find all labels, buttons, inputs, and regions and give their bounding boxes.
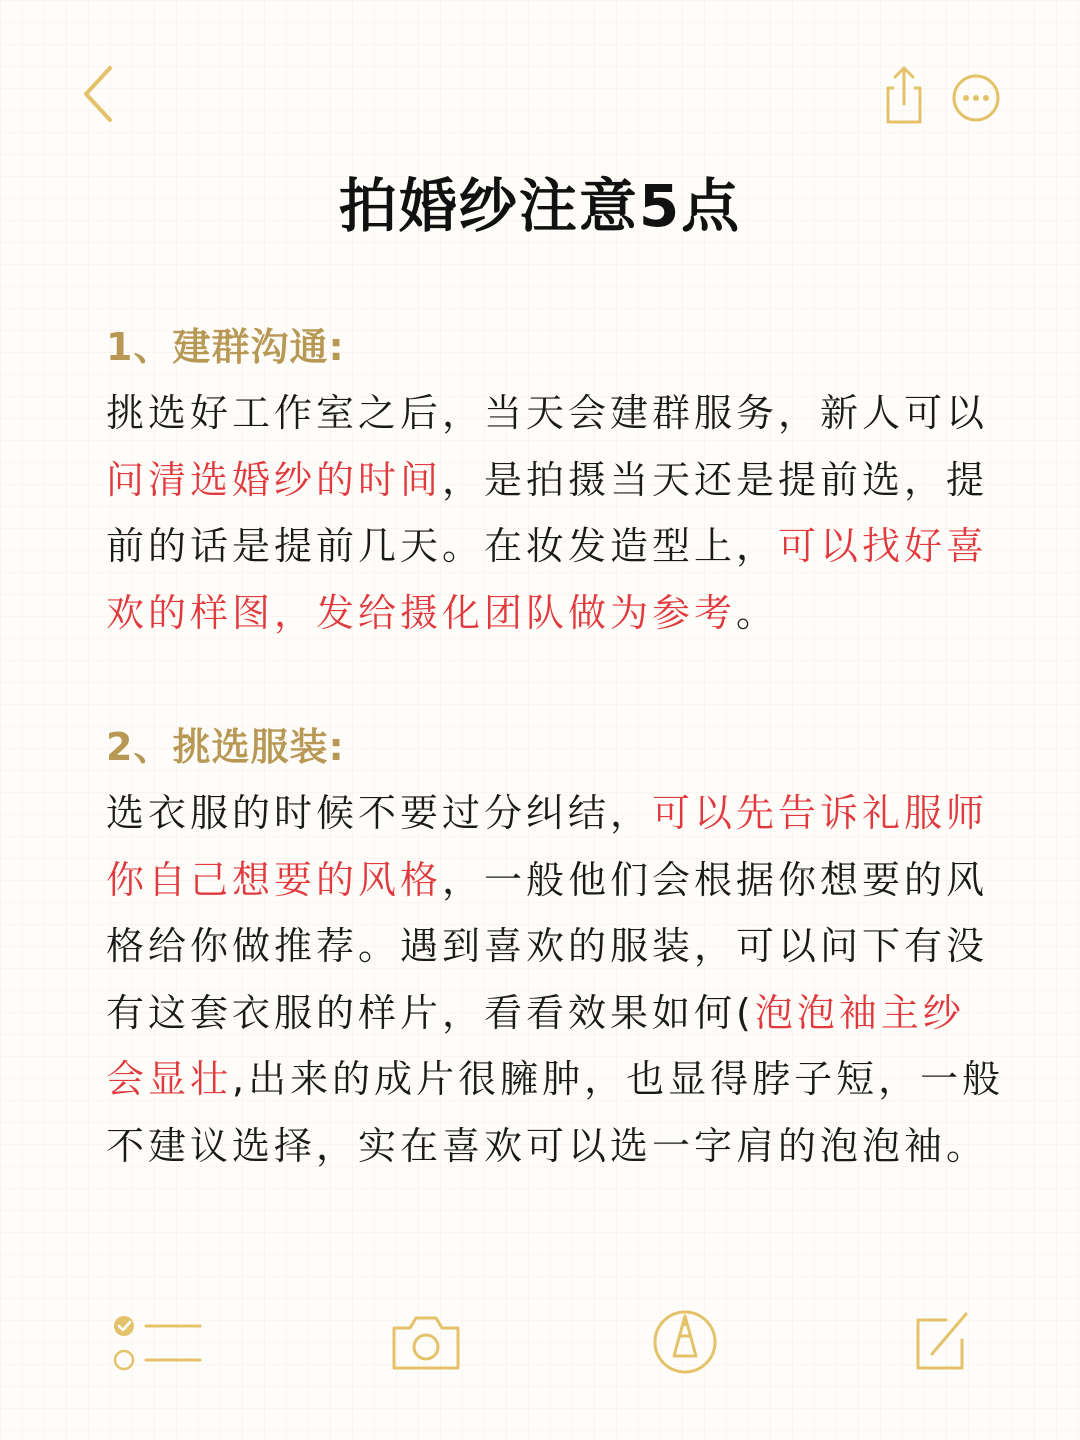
section-group-chat (106, 314, 1006, 646)
share-icon[interactable] (876, 64, 932, 126)
text-segment: 。 (736, 590, 779, 635)
text-segment: ，是拍摄当天还是提前选，提前的话是提前几天。在妆发造型上， (106, 457, 989, 568)
compose-icon[interactable] (906, 1306, 974, 1376)
top-toolbar (0, 58, 1080, 138)
more-icon[interactable] (948, 70, 1004, 126)
text-segment: 选衣服的时候不要过分纠结， (106, 791, 653, 835)
markup-icon[interactable] (650, 1306, 720, 1378)
text-segment: 挑选好工作室之后，当天会建群服务，新人可以 (106, 391, 989, 435)
highlight-segment: 问清选婚纱的时间 (106, 457, 443, 502)
highlight-segment: 可以找好喜欢的样图，发给摄化团队做为参考 (106, 524, 989, 635)
section-choose-clothes (106, 714, 1006, 1179)
text-segment: ，一般他们会根据你想要的风格给你做推荐。遇到喜欢的服装，可以问下有没有这套衣服的样片，看看效果如何( (106, 857, 989, 1035)
checklist-icon[interactable] (110, 1308, 206, 1380)
chevron-left-icon[interactable] (76, 62, 120, 126)
text-segment: ,出来的成片很臃肿，也显得脖子短，一般不建议选择，实在喜欢可以选一字肩的泡泡袖。 (106, 1057, 1005, 1168)
bottom-toolbar (0, 1300, 1080, 1390)
highlight-segment: 泡泡袖主纱会显壮 (106, 990, 965, 1101)
camera-icon[interactable] (386, 1306, 466, 1376)
note-content[interactable] (106, 314, 1006, 1247)
section-heading: 2、挑选服装: (106, 725, 345, 769)
section-heading: 1、建群沟通: (106, 325, 345, 369)
section-body (106, 780, 1006, 1179)
page-title: 拍婚纱注意5点 (338, 172, 742, 240)
highlight-segment: 可以先告诉礼服师你自己想要的风格 (106, 791, 989, 902)
section-body (106, 380, 1006, 646)
